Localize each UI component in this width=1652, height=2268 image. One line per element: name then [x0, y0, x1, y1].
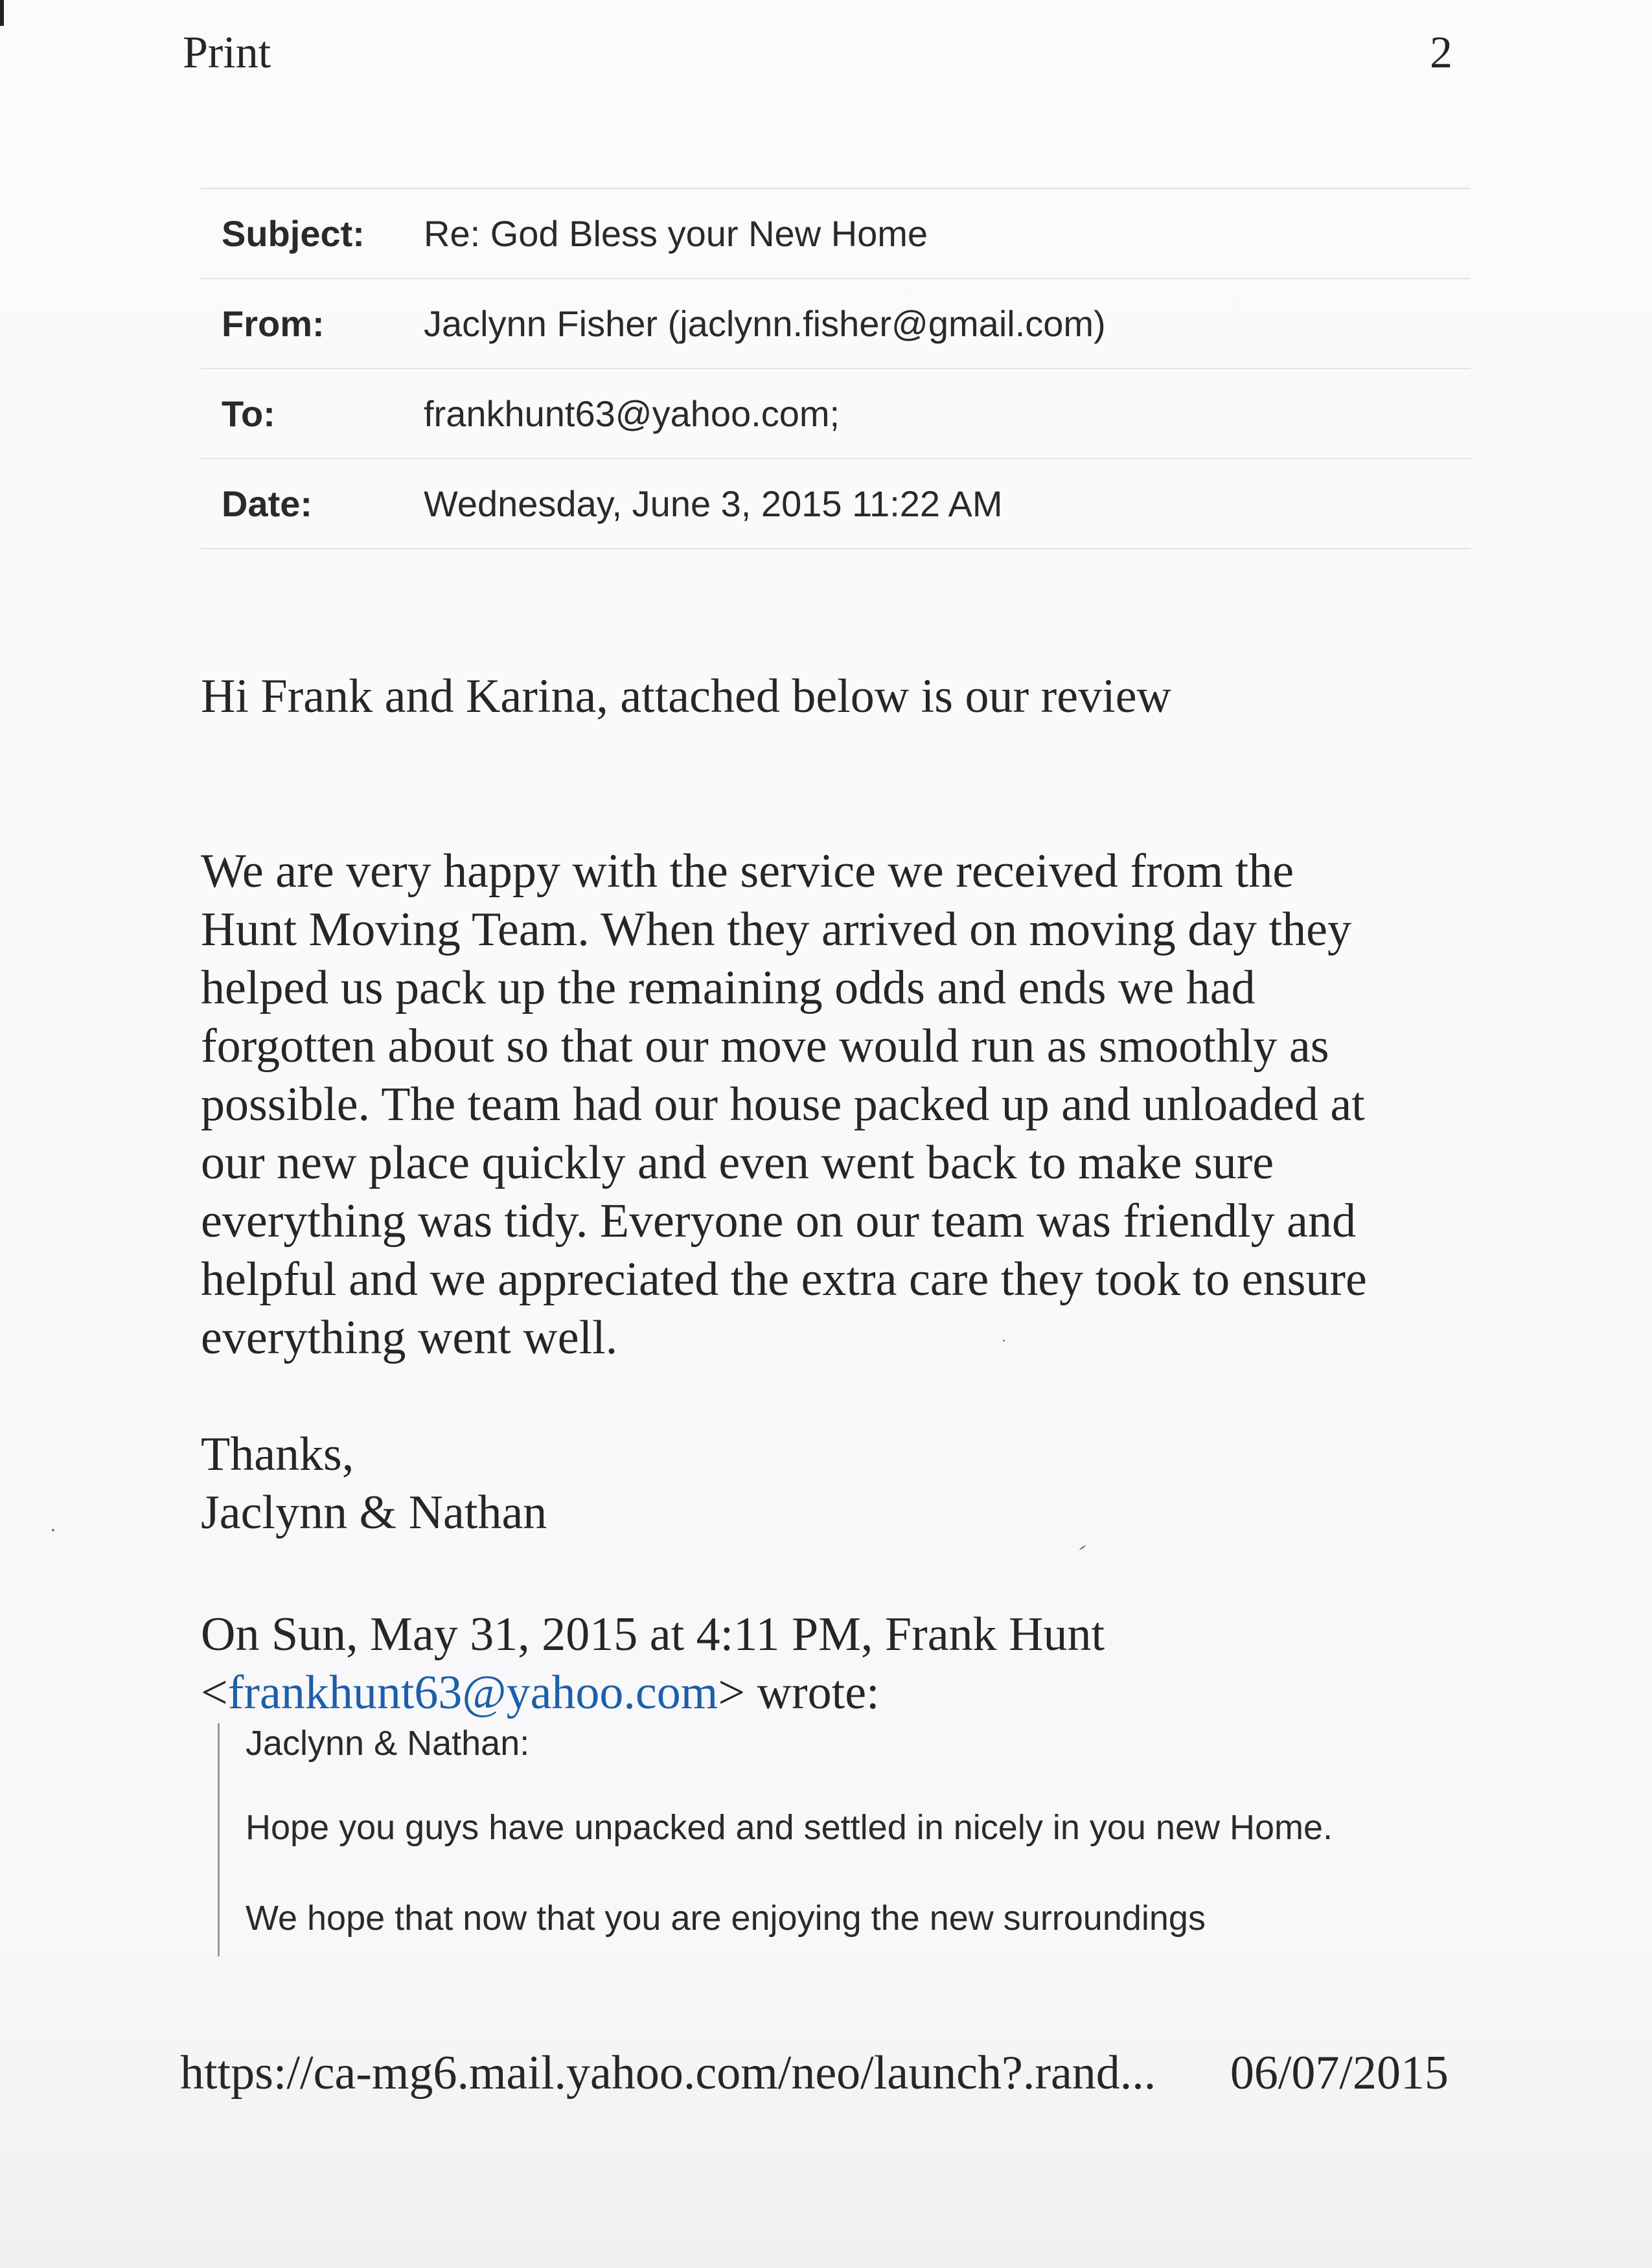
quoted-message [218, 1723, 1489, 1956]
review-line: forgotten about so that our move would run as smoothly as [201, 1020, 1329, 1073]
review-line: our new place quickly and even went back to make sure [201, 1136, 1274, 1189]
date-value: Wednesday, June 3, 2015 11:22 AM [424, 483, 1003, 524]
angle-open: < [201, 1666, 228, 1719]
review-line: helped us pack up the remaining odds and ends we had [201, 961, 1256, 1014]
review-line: everything was tidy. Everyone on our team was friendly and [201, 1195, 1357, 1248]
header-label: From: [222, 303, 325, 344]
review-line: everything went well. [201, 1311, 618, 1364]
greeting-text: Hi Frank and Karina, attached below is our review [201, 670, 1171, 723]
review-line: We are very happy with the service we received from the [201, 845, 1294, 898]
header-label: To: [222, 393, 275, 434]
header-row-date [201, 459, 1471, 549]
scan-mark [1079, 1545, 1086, 1551]
review-line: Hunt Moving Team. When they arrived on moving day they [201, 903, 1351, 956]
header-label: Date: [222, 483, 313, 524]
review-line: helpful and we appreciated the extra care they took to ensure [201, 1253, 1367, 1306]
print-header [183, 27, 1452, 79]
from-value: Jaclynn Fisher (jaclynn.fisher@gmail.com) [424, 303, 1106, 344]
sender-email-link[interactable]: frankhunt63@yahoo.com [227, 1666, 718, 1719]
header-row-to [201, 369, 1471, 459]
review-line: possible. The team had our house packed up and unloaded at [201, 1078, 1365, 1131]
quote-intro-line-2 [201, 1664, 1497, 1722]
email-headers-table [201, 188, 1471, 549]
quoted-line: We hope that now that you are enjoying the new surroundings [246, 1899, 1206, 1938]
quoted-line: Jaclynn & Nathan: [246, 1724, 530, 1763]
signature-text: Jaclynn & Nathan [201, 1486, 547, 1539]
scan-corner-mark [0, 0, 4, 26]
scan-speck [52, 1529, 54, 1531]
print-label: Print [183, 28, 271, 78]
footer-date: 06/07/2015 [1230, 2046, 1449, 2100]
wrote-text: > wrote: [718, 1666, 880, 1719]
signoff-text: Thanks, [201, 1428, 354, 1481]
signoff-block [201, 1425, 1497, 1542]
page-number: 2 [1430, 28, 1452, 78]
scan-speck [1003, 1340, 1005, 1342]
quote-intro-line: On Sun, May 31, 2015 at 4:11 PM, Frank Hunt [201, 1608, 1105, 1661]
print-footer [180, 2046, 1449, 2104]
footer-url: https://ca-mg6.mail.yahoo.com/neo/launch?.rand... [180, 2046, 1156, 2100]
quote-intro [201, 1605, 1497, 1722]
quoted-line: Hope you guys have unpacked and settled in nicely in you new Home. [246, 1808, 1333, 1847]
header-row-from [201, 279, 1471, 369]
to-value: frankhunt63@yahoo.com; [424, 393, 840, 434]
header-row-subject [201, 189, 1471, 279]
subject-value: Re: God Bless your New Home [424, 213, 928, 254]
review-paragraph [201, 842, 1497, 1367]
header-label: Subject: [222, 213, 365, 254]
